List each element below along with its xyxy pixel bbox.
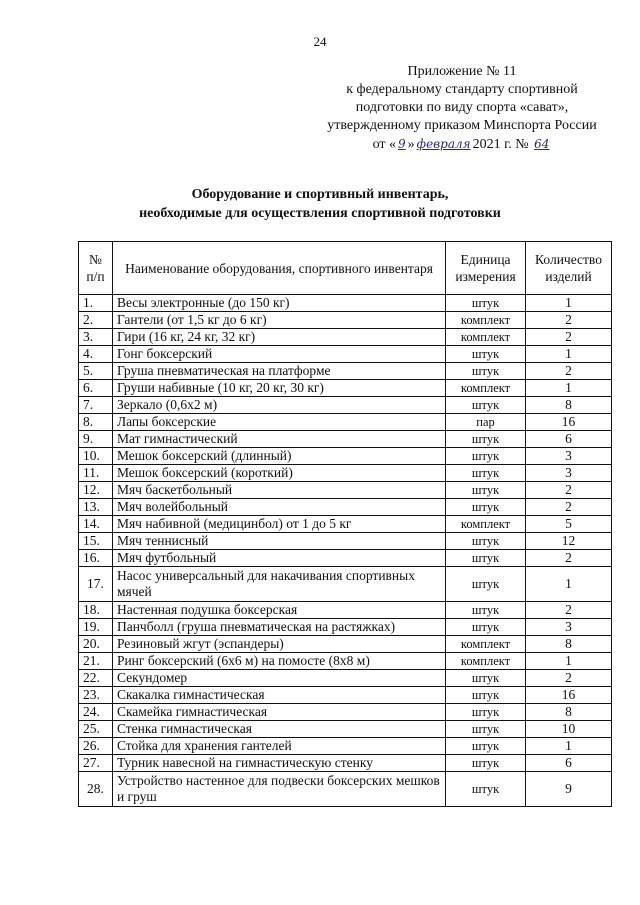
row-name: Скакалка гимнастическая — [112, 687, 445, 704]
row-name: Лапы боксерские — [112, 414, 445, 431]
row-number: 22. — [79, 670, 113, 687]
row-quantity: 5 — [526, 516, 612, 533]
row-quantity: 1 — [526, 738, 612, 755]
row-name: Мешок боксерский (короткий) — [112, 465, 445, 482]
row-name: Зеркало (0,6х2 м) — [112, 397, 445, 414]
appendix-line-4: утвержденному приказом Минспорта России — [327, 118, 597, 133]
row-number: 14. — [79, 516, 113, 533]
row-number: 3. — [79, 329, 113, 346]
row-name: Груши набивные (10 кг, 20 кг, 30 кг) — [112, 380, 445, 397]
row-name: Груша пневматическая на платформе — [112, 363, 445, 380]
table-row — [79, 619, 612, 636]
row-name: Стенка гимнастическая — [112, 721, 445, 738]
row-number: 21. — [79, 653, 113, 670]
row-unit: штук — [446, 448, 526, 465]
row-name: Гири (16 кг, 24 кг, 32 кг) — [112, 329, 445, 346]
row-quantity: 1 — [526, 567, 612, 602]
row-number: 17. — [79, 567, 113, 602]
row-number: 26. — [79, 738, 113, 755]
table-row — [79, 704, 612, 721]
row-quantity: 2 — [526, 312, 612, 329]
row-name: Скамейка гимнастическая — [112, 704, 445, 721]
row-name: Мяч набивной (медицинбол) от 1 до 5 кг — [112, 516, 445, 533]
row-unit: штук — [446, 567, 526, 602]
row-name: Настенная подушка боксерская — [112, 602, 445, 619]
table-row — [79, 738, 612, 755]
row-unit: штук — [446, 346, 526, 363]
row-quantity: 16 — [526, 414, 612, 431]
row-unit: комплект — [446, 380, 526, 397]
row-unit: комплект — [446, 312, 526, 329]
row-name: Турник навесной на гимнастическую стенку — [112, 755, 445, 772]
row-unit: штук — [446, 550, 526, 567]
row-name: Мат гимнастический — [112, 431, 445, 448]
row-unit: штук — [446, 465, 526, 482]
row-name: Панчболл (груша пневматическая на растяжках) — [112, 619, 445, 636]
row-number: 7. — [79, 397, 113, 414]
equipment-table — [78, 241, 612, 807]
table-row — [79, 653, 612, 670]
row-number: 9. — [79, 431, 113, 448]
row-unit: штук — [446, 499, 526, 516]
document-title — [0, 185, 640, 223]
date-mid: » — [407, 137, 415, 152]
appendix-line-3: подготовки по виду спорта «сават», — [355, 100, 569, 115]
table-row — [79, 567, 612, 602]
row-number: 15. — [79, 533, 113, 550]
row-unit: штук — [446, 721, 526, 738]
table-body — [79, 295, 612, 807]
row-quantity: 1 — [526, 653, 612, 670]
row-number: 25. — [79, 721, 113, 738]
row-quantity: 2 — [526, 670, 612, 687]
row-number: 27. — [79, 755, 113, 772]
row-number: 20. — [79, 636, 113, 653]
table-row — [79, 687, 612, 704]
row-unit: штук — [446, 482, 526, 499]
table-row — [79, 414, 612, 431]
table-row — [79, 431, 612, 448]
row-unit: штук — [446, 670, 526, 687]
row-name: Весы электронные (до 150 кг) — [112, 295, 445, 312]
row-unit: комплект — [446, 636, 526, 653]
row-number: 18. — [79, 602, 113, 619]
table-row — [79, 312, 612, 329]
date-prefix: от « — [372, 137, 397, 152]
row-quantity: 2 — [526, 363, 612, 380]
table-row — [79, 772, 612, 807]
row-quantity: 3 — [526, 619, 612, 636]
table-row — [79, 499, 612, 516]
handwritten-month: февраля — [416, 137, 471, 151]
handwritten-order-number: 64 — [534, 137, 550, 151]
row-unit: штук — [446, 533, 526, 550]
table-row — [79, 482, 612, 499]
table-row — [79, 533, 612, 550]
page-number: 24 — [313, 34, 327, 49]
row-name: Стойка для хранения гантелей — [112, 738, 445, 755]
row-quantity: 1 — [526, 295, 612, 312]
header-name: Наименование оборудования, спортивного инвентаря — [112, 242, 445, 295]
row-quantity: 3 — [526, 448, 612, 465]
row-number: 11. — [79, 465, 113, 482]
table-row — [79, 346, 612, 363]
row-unit: комплект — [446, 329, 526, 346]
table-row — [79, 602, 612, 619]
title-line-1: Оборудование и спортивный инвентарь, — [191, 187, 449, 202]
table-row — [79, 755, 612, 772]
row-name: Ринг боксерский (6х6 м) на помосте (8х8 м) — [112, 653, 445, 670]
row-number: 4. — [79, 346, 113, 363]
appendix-line-2: к федеральному стандарту спортивной — [346, 82, 578, 97]
row-name: Мяч баскетбольный — [112, 482, 445, 499]
table-row — [79, 397, 612, 414]
row-number: 16. — [79, 550, 113, 567]
row-number: 10. — [79, 448, 113, 465]
row-number: 24. — [79, 704, 113, 721]
row-quantity: 2 — [526, 550, 612, 567]
row-name: Гантели (от 1,5 кг до 6 кг) — [112, 312, 445, 329]
row-unit: штук — [446, 431, 526, 448]
row-quantity: 12 — [526, 533, 612, 550]
table-row — [79, 516, 612, 533]
table-row — [79, 465, 612, 482]
row-quantity: 8 — [526, 636, 612, 653]
row-unit: штук — [446, 295, 526, 312]
row-number: 19. — [79, 619, 113, 636]
title-line-2: необходимые для осуществления спортивной подготовки — [139, 206, 501, 221]
row-number: 6. — [79, 380, 113, 397]
row-unit: штук — [446, 738, 526, 755]
row-unit: комплект — [446, 653, 526, 670]
row-name: Гонг боксерский — [112, 346, 445, 363]
table-row — [79, 721, 612, 738]
table-row — [79, 295, 612, 312]
header-unit: Единица измерения — [446, 242, 526, 295]
table-row — [79, 670, 612, 687]
row-unit: штук — [446, 687, 526, 704]
row-quantity: 6 — [526, 755, 612, 772]
row-quantity: 10 — [526, 721, 612, 738]
row-unit: пар — [446, 414, 526, 431]
row-quantity: 9 — [526, 772, 612, 807]
row-unit: штук — [446, 397, 526, 414]
row-unit: штук — [446, 704, 526, 721]
row-number: 28. — [79, 772, 113, 807]
table-row — [79, 448, 612, 465]
row-name: Мешок боксерский (длинный) — [112, 448, 445, 465]
date-year: 2021 г. № — [472, 137, 529, 152]
row-quantity: 1 — [526, 380, 612, 397]
row-number: 2. — [79, 312, 113, 329]
row-unit: комплект — [446, 516, 526, 533]
header-qty: Количество изделий — [526, 242, 612, 295]
row-quantity: 8 — [526, 704, 612, 721]
handwritten-day: 9 — [398, 137, 406, 151]
row-name: Резиновый жгут (эспандеры) — [112, 636, 445, 653]
row-number: 5. — [79, 363, 113, 380]
row-name: Мяч теннисный — [112, 533, 445, 550]
row-quantity: 8 — [526, 397, 612, 414]
row-quantity: 2 — [526, 482, 612, 499]
row-number: 8. — [79, 414, 113, 431]
header-num: № п/п — [79, 242, 113, 295]
row-number: 13. — [79, 499, 113, 516]
row-name: Мяч волейбольный — [112, 499, 445, 516]
row-name: Устройство настенное для подвески боксерских мешков и груш — [112, 772, 445, 807]
table-row — [79, 380, 612, 397]
row-name: Секундомер — [112, 670, 445, 687]
table-header-row — [79, 242, 612, 295]
appendix-block — [312, 63, 612, 154]
appendix-date-line — [312, 135, 612, 154]
row-number: 1. — [79, 295, 113, 312]
table-row — [79, 363, 612, 380]
row-unit: штук — [446, 619, 526, 636]
row-quantity: 3 — [526, 465, 612, 482]
row-unit: штук — [446, 772, 526, 807]
row-quantity: 2 — [526, 329, 612, 346]
table-row — [79, 636, 612, 653]
row-quantity: 6 — [526, 431, 612, 448]
row-unit: штук — [446, 602, 526, 619]
row-quantity: 1 — [526, 346, 612, 363]
row-quantity: 16 — [526, 687, 612, 704]
row-quantity: 2 — [526, 602, 612, 619]
row-quantity: 2 — [526, 499, 612, 516]
row-unit: штук — [446, 363, 526, 380]
row-name: Насос универсальный для накачивания спортивных мячей — [112, 567, 445, 602]
table-row — [79, 329, 612, 346]
table-row — [79, 550, 612, 567]
row-unit: штук — [446, 755, 526, 772]
appendix-title: Приложение № 11 — [407, 64, 517, 79]
row-number: 23. — [79, 687, 113, 704]
row-name: Мяч футбольный — [112, 550, 445, 567]
row-number: 12. — [79, 482, 113, 499]
